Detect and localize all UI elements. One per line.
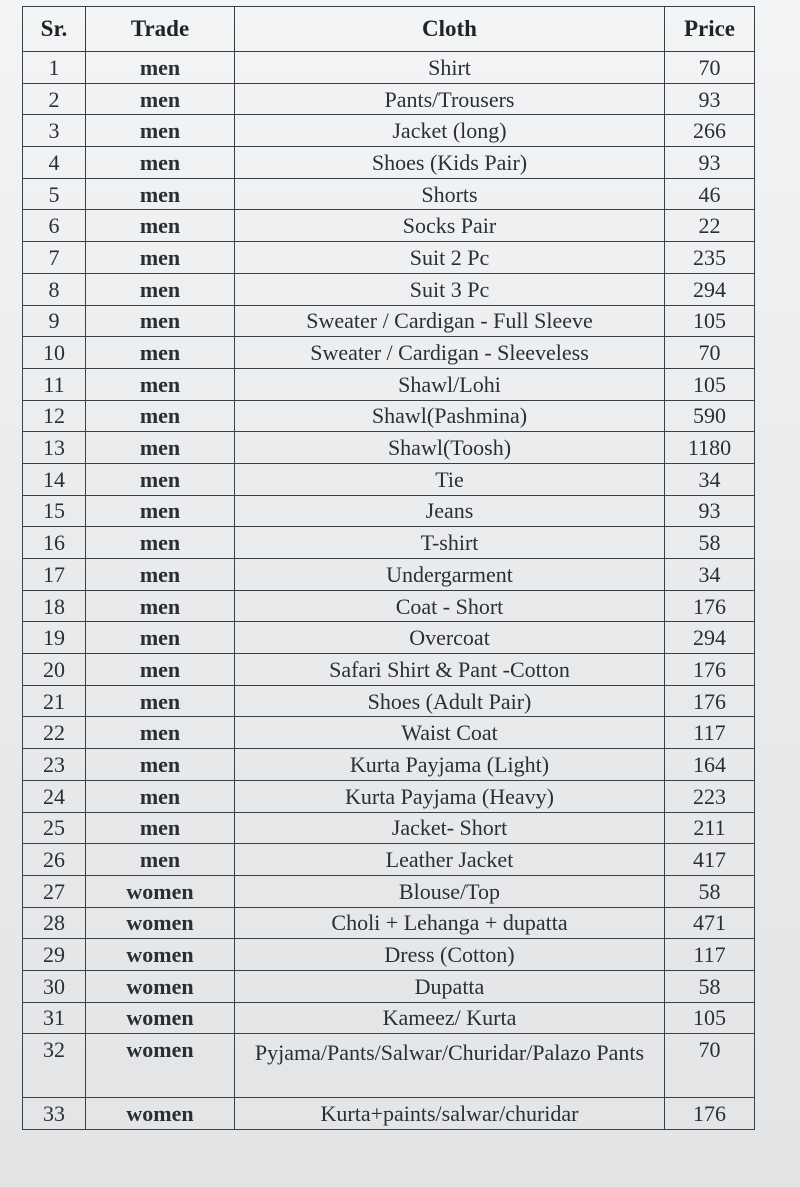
- row-price: 105: [665, 305, 755, 337]
- row-price: 70: [665, 52, 755, 84]
- table-row: [23, 273, 755, 305]
- row-sr: 24: [23, 780, 86, 812]
- header-trade: Trade: [86, 7, 235, 52]
- table-row: [23, 717, 755, 749]
- row-price: 58: [665, 875, 755, 907]
- row-price: 58: [665, 527, 755, 559]
- row-price: 294: [665, 273, 755, 305]
- row-sr: 16: [23, 527, 86, 559]
- row-sr: 33: [23, 1098, 86, 1130]
- row-price: 266: [665, 115, 755, 147]
- row-price: 58: [665, 970, 755, 1002]
- table-row: [23, 432, 755, 464]
- row-price: 211: [665, 812, 755, 844]
- row-sr: 13: [23, 432, 86, 464]
- row-sr: 25: [23, 812, 86, 844]
- row-sr: 22: [23, 717, 86, 749]
- row-price: 176: [665, 654, 755, 686]
- header-row: [23, 7, 755, 52]
- row-trade: men: [86, 717, 235, 749]
- row-trade: men: [86, 210, 235, 242]
- row-cloth: Jacket- Short: [235, 812, 665, 844]
- row-price: 294: [665, 622, 755, 654]
- row-trade: men: [86, 622, 235, 654]
- table-row: [23, 210, 755, 242]
- row-sr: 15: [23, 495, 86, 527]
- row-sr: 7: [23, 242, 86, 274]
- table-row: [23, 685, 755, 717]
- row-sr: 9: [23, 305, 86, 337]
- row-cloth: Socks Pair: [235, 210, 665, 242]
- table-row: [23, 622, 755, 654]
- row-price: 34: [665, 463, 755, 495]
- row-trade: women: [86, 1098, 235, 1130]
- row-trade: women: [86, 1034, 235, 1098]
- row-price: 93: [665, 495, 755, 527]
- row-cloth: Dress (Cotton): [235, 939, 665, 971]
- row-trade: men: [86, 527, 235, 559]
- row-sr: 6: [23, 210, 86, 242]
- row-cloth: Leather Jacket: [235, 844, 665, 876]
- row-cloth: Jacket (long): [235, 115, 665, 147]
- row-sr: 23: [23, 749, 86, 781]
- table-row: [23, 875, 755, 907]
- row-trade: men: [86, 432, 235, 464]
- row-sr: 11: [23, 368, 86, 400]
- row-cloth: Choli + Lehanga + dupatta: [235, 907, 665, 939]
- row-price: 235: [665, 242, 755, 274]
- row-cloth: Jeans: [235, 495, 665, 527]
- row-cloth: Shawl(Toosh): [235, 432, 665, 464]
- row-cloth: Tie: [235, 463, 665, 495]
- row-sr: 1: [23, 52, 86, 84]
- row-price: 176: [665, 1098, 755, 1130]
- row-trade: men: [86, 178, 235, 210]
- price-table: [22, 6, 755, 1130]
- row-trade: men: [86, 242, 235, 274]
- row-sr: 17: [23, 559, 86, 591]
- row-trade: men: [86, 654, 235, 686]
- row-price: 93: [665, 83, 755, 115]
- table-row: [23, 939, 755, 971]
- row-cloth: Coat - Short: [235, 590, 665, 622]
- table-row: [23, 1002, 755, 1034]
- table-row: [23, 147, 755, 179]
- row-trade: men: [86, 463, 235, 495]
- row-trade: women: [86, 939, 235, 971]
- row-cloth: Suit 2 Pc: [235, 242, 665, 274]
- row-trade: men: [86, 559, 235, 591]
- table-row: [23, 463, 755, 495]
- table-row: [23, 1034, 755, 1098]
- row-sr: 32: [23, 1034, 86, 1098]
- row-cloth: Kurta Payjama (Light): [235, 749, 665, 781]
- row-price: 70: [665, 337, 755, 369]
- row-price: 34: [665, 559, 755, 591]
- table-row: [23, 305, 755, 337]
- row-cloth: Shoes (Adult Pair): [235, 685, 665, 717]
- row-sr: 5: [23, 178, 86, 210]
- table-row: [23, 780, 755, 812]
- table-row: [23, 400, 755, 432]
- table-row: [23, 590, 755, 622]
- table-body: [23, 52, 755, 1130]
- row-sr: 14: [23, 463, 86, 495]
- table-row: [23, 495, 755, 527]
- row-cloth: Suit 3 Pc: [235, 273, 665, 305]
- row-sr: 18: [23, 590, 86, 622]
- header-sr: Sr.: [23, 7, 86, 52]
- row-price: 46: [665, 178, 755, 210]
- table-row: [23, 242, 755, 274]
- row-trade: men: [86, 749, 235, 781]
- row-price: 176: [665, 685, 755, 717]
- table-row: [23, 52, 755, 84]
- row-sr: 12: [23, 400, 86, 432]
- table-row: [23, 749, 755, 781]
- row-trade: men: [86, 685, 235, 717]
- row-price: 1180: [665, 432, 755, 464]
- row-cloth: Shorts: [235, 178, 665, 210]
- row-sr: 3: [23, 115, 86, 147]
- row-price: 471: [665, 907, 755, 939]
- table-row: [23, 559, 755, 591]
- row-trade: men: [86, 495, 235, 527]
- row-trade: men: [86, 273, 235, 305]
- row-cloth: Shirt: [235, 52, 665, 84]
- row-price: 105: [665, 1002, 755, 1034]
- row-cloth: Undergarment: [235, 559, 665, 591]
- table-row: [23, 527, 755, 559]
- row-trade: men: [86, 305, 235, 337]
- row-cloth: Pyjama/Pants/Salwar/Churidar/Palazo Pants: [235, 1034, 665, 1098]
- row-cloth: Kurta Payjama (Heavy): [235, 780, 665, 812]
- row-trade: men: [86, 590, 235, 622]
- row-trade: women: [86, 970, 235, 1002]
- row-trade: men: [86, 115, 235, 147]
- row-sr: 31: [23, 1002, 86, 1034]
- row-trade: women: [86, 875, 235, 907]
- row-price: 105: [665, 368, 755, 400]
- row-price: 22: [665, 210, 755, 242]
- row-sr: 29: [23, 939, 86, 971]
- row-sr: 8: [23, 273, 86, 305]
- row-price: 117: [665, 717, 755, 749]
- row-sr: 20: [23, 654, 86, 686]
- table-row: [23, 178, 755, 210]
- row-trade: men: [86, 83, 235, 115]
- row-price: 417: [665, 844, 755, 876]
- price-list-page: [22, 6, 754, 1130]
- table-row: [23, 812, 755, 844]
- row-price: 590: [665, 400, 755, 432]
- table-row: [23, 1098, 755, 1130]
- row-trade: men: [86, 337, 235, 369]
- row-sr: 10: [23, 337, 86, 369]
- row-price: 70: [665, 1034, 755, 1098]
- row-cloth: Shawl/Lohi: [235, 368, 665, 400]
- row-trade: women: [86, 1002, 235, 1034]
- row-price: 164: [665, 749, 755, 781]
- row-cloth: Waist Coat: [235, 717, 665, 749]
- row-sr: 30: [23, 970, 86, 1002]
- row-sr: 21: [23, 685, 86, 717]
- row-cloth: Sweater / Cardigan - Full Sleeve: [235, 305, 665, 337]
- row-sr: 27: [23, 875, 86, 907]
- header-price: Price: [665, 7, 755, 52]
- row-cloth: T-shirt: [235, 527, 665, 559]
- row-sr: 4: [23, 147, 86, 179]
- row-trade: men: [86, 780, 235, 812]
- row-cloth: Pants/Trousers: [235, 83, 665, 115]
- row-cloth: Blouse/Top: [235, 875, 665, 907]
- row-price: 93: [665, 147, 755, 179]
- row-cloth: Kameez/ Kurta: [235, 1002, 665, 1034]
- table-row: [23, 337, 755, 369]
- row-cloth: Sweater / Cardigan - Sleeveless: [235, 337, 665, 369]
- table-row: [23, 115, 755, 147]
- table-row: [23, 368, 755, 400]
- table-row: [23, 83, 755, 115]
- row-cloth: Shawl(Pashmina): [235, 400, 665, 432]
- row-cloth: Kurta+paints/salwar/churidar: [235, 1098, 665, 1130]
- row-cloth: Shoes (Kids Pair): [235, 147, 665, 179]
- row-sr: 2: [23, 83, 86, 115]
- row-cloth: Overcoat: [235, 622, 665, 654]
- row-sr: 28: [23, 907, 86, 939]
- row-trade: men: [86, 812, 235, 844]
- row-price: 117: [665, 939, 755, 971]
- header-cloth: Cloth: [235, 7, 665, 52]
- row-sr: 26: [23, 844, 86, 876]
- row-price: 223: [665, 780, 755, 812]
- row-trade: men: [86, 844, 235, 876]
- row-trade: men: [86, 368, 235, 400]
- table-row: [23, 970, 755, 1002]
- table-row: [23, 907, 755, 939]
- table-row: [23, 844, 755, 876]
- row-cloth: Safari Shirt & Pant -Cotton: [235, 654, 665, 686]
- row-price: 176: [665, 590, 755, 622]
- row-trade: women: [86, 907, 235, 939]
- row-trade: men: [86, 400, 235, 432]
- row-trade: men: [86, 52, 235, 84]
- row-cloth: Dupatta: [235, 970, 665, 1002]
- row-trade: men: [86, 147, 235, 179]
- row-sr: 19: [23, 622, 86, 654]
- table-row: [23, 654, 755, 686]
